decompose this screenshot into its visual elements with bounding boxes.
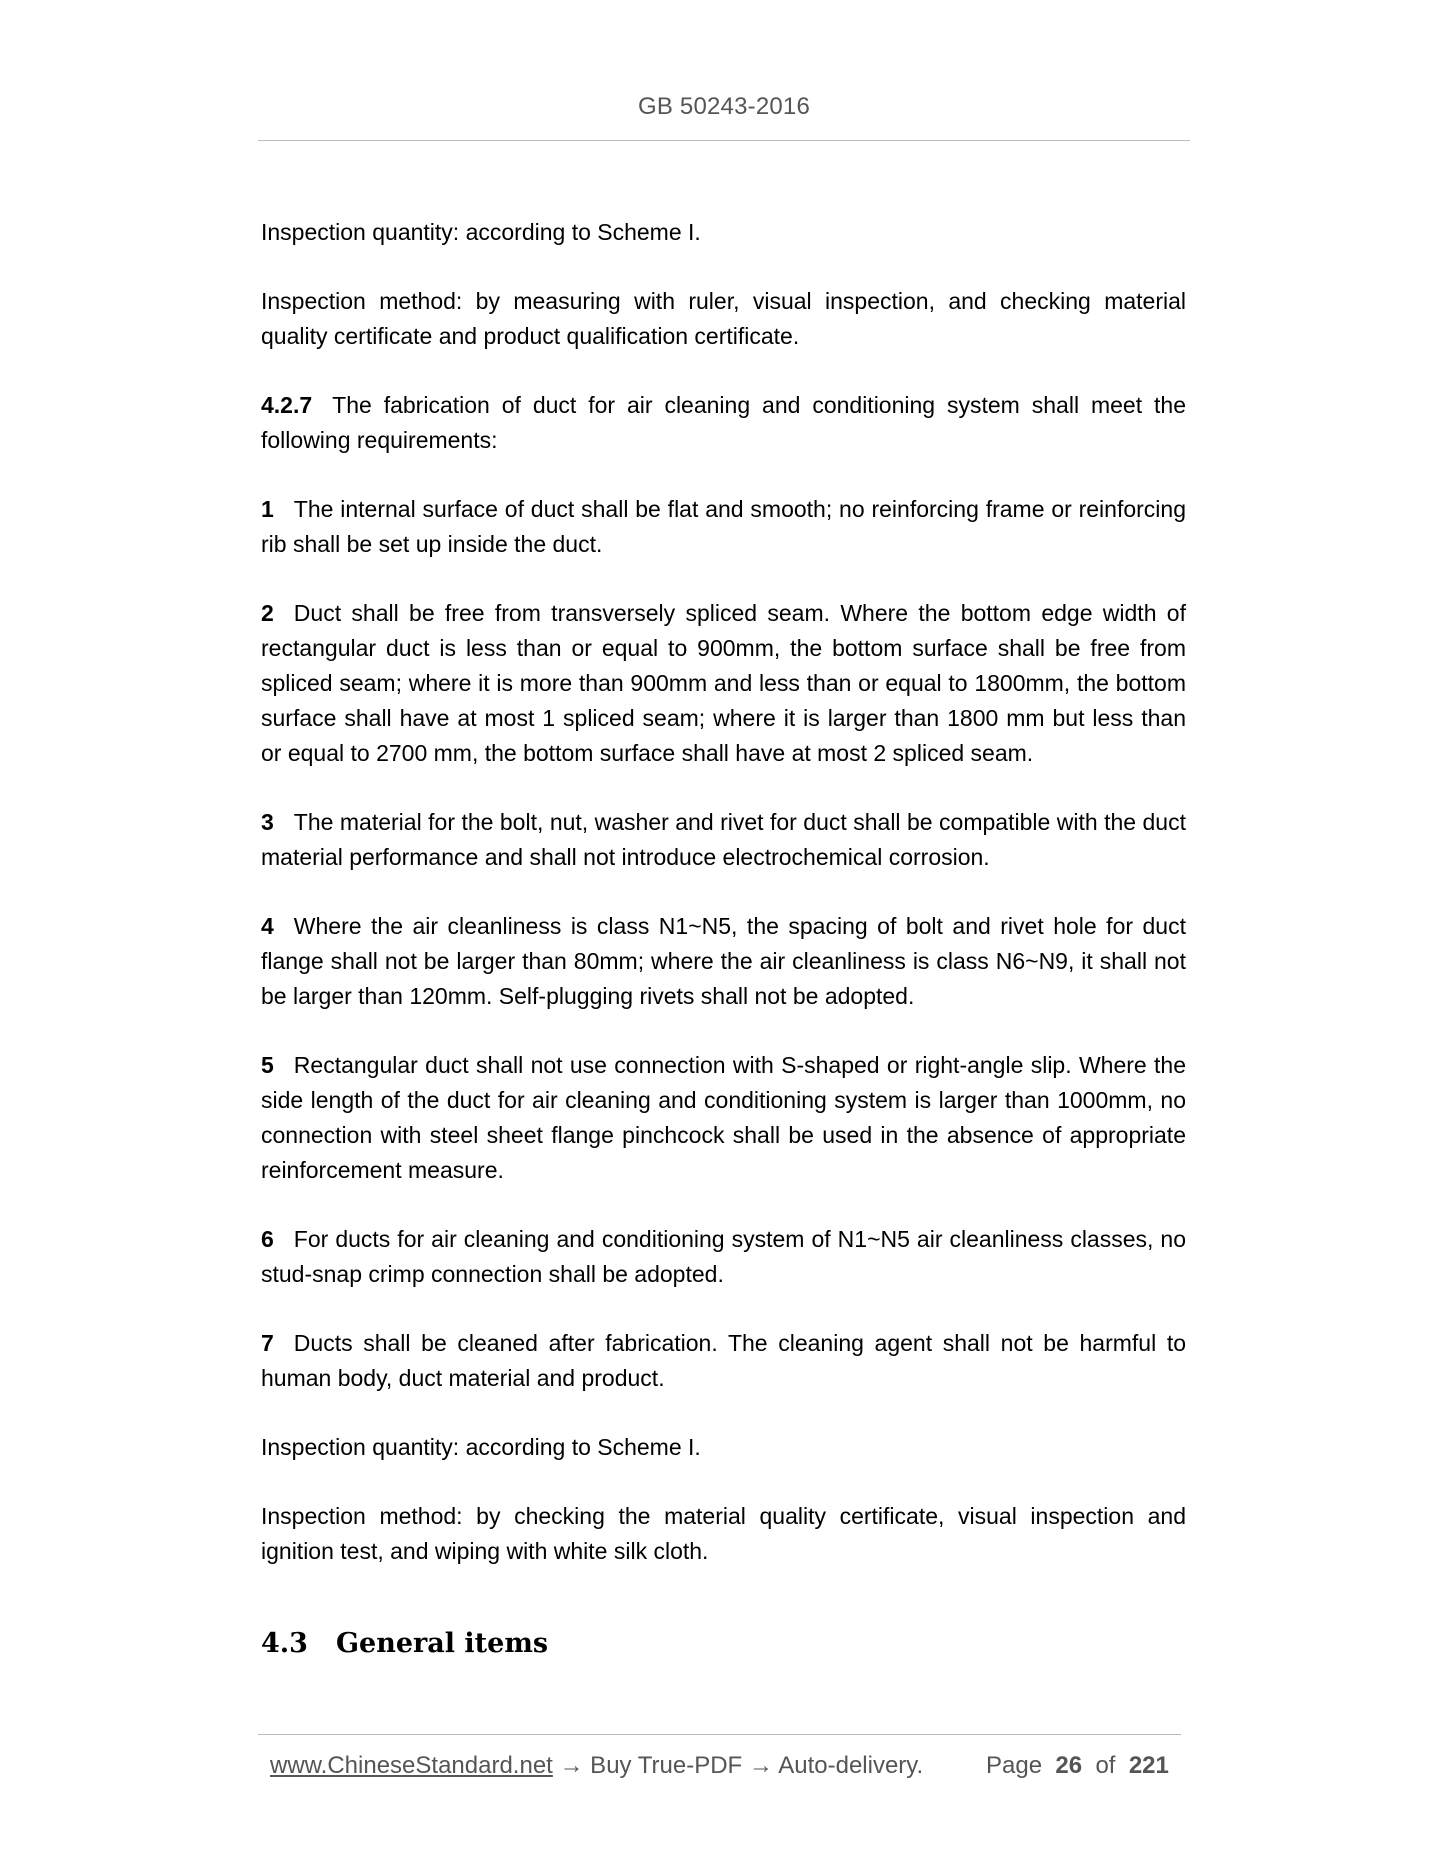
paragraph-inspection-quantity: Inspection quantity: according to Scheme I. xyxy=(261,219,701,245)
list-item-number: 3 xyxy=(261,809,274,835)
paragraph-inspection-method: Inspection method: by measuring with ruler, visual inspection, and checking material quality certificate and product qualification certificate. xyxy=(261,288,1186,349)
header-divider xyxy=(258,140,1190,141)
clause-4-2-7 xyxy=(261,388,1186,458)
website-link[interactable]: www.ChineseStandard.net xyxy=(270,1752,553,1779)
of-label: of xyxy=(1095,1752,1116,1779)
page-total: 221 xyxy=(1128,1752,1169,1779)
list-item-4 xyxy=(261,909,1186,1014)
list-item-text: Rectangular duct shall not use connection with S-shaped or right-angle slip. Where the side length of the duct for air cleaning and conditioning system is larger than 1000mm, no connection with steel sheet flange pinchcock shall be used in the absence of appropriate reinforcement measure. xyxy=(261,1052,1186,1183)
header-title: GB 50243-2016 xyxy=(637,93,811,120)
page-number: 26 xyxy=(1055,1752,1083,1779)
document-body xyxy=(261,215,1186,1603)
clause-number: 4.2.7 xyxy=(261,392,313,418)
list-item-2 xyxy=(261,596,1186,771)
paragraph-inspection-method-2: Inspection method: by checking the material quality certificate, visual inspection and ignition test, and wiping with white silk cloth. xyxy=(261,1503,1186,1564)
list-item-text: Ducts shall be cleaned after fabrication. The cleaning agent shall not be harmful to human body, duct material and product. xyxy=(261,1330,1186,1391)
list-item-number: 6 xyxy=(261,1226,274,1252)
list-item-number: 5 xyxy=(261,1052,274,1078)
list-item-number: 2 xyxy=(261,600,274,626)
list-item-1 xyxy=(261,492,1186,562)
section-title: General items xyxy=(335,1628,549,1659)
list-item-text: Where the air cleanliness is class N1~N5, the spacing of bolt and rivet hole for duct flange shall not be larger than 80mm; where the air cleanliness is class N6~N9, it shall not be larger than 120mm. Self-plugging rivets shall not be adopted. xyxy=(261,913,1186,1009)
footer xyxy=(270,1752,1170,1780)
footer-divider xyxy=(258,1734,1181,1735)
section-heading xyxy=(261,1628,548,1659)
list-item-number: 4 xyxy=(261,913,274,939)
list-item-text: The material for the bolt, nut, washer and rivet for duct shall be compatible with the duct material performance and shall not introduce electrochemical corrosion. xyxy=(261,809,1186,870)
list-item-number: 7 xyxy=(261,1330,274,1356)
list-item-7 xyxy=(261,1326,1186,1396)
page-label: Page xyxy=(986,1752,1043,1779)
list-item-5 xyxy=(261,1048,1186,1188)
footer-promo: → Buy True-PDF → Auto-delivery. xyxy=(552,1752,924,1779)
list-item-3 xyxy=(261,805,1186,875)
clause-text: The fabrication of duct for air cleaning and conditioning system shall meet the following requirements: xyxy=(261,392,1186,453)
list-item-number: 1 xyxy=(261,496,274,522)
section-number: 4.3 xyxy=(261,1628,308,1659)
paragraph-inspection-quantity-2: Inspection quantity: according to Scheme I. xyxy=(261,1434,701,1460)
list-item-text: The internal surface of duct shall be flat and smooth; no reinforcing frame or reinforcing rib shall be set up inside the duct. xyxy=(261,496,1186,557)
list-item-text: For ducts for air cleaning and conditioning system of N1~N5 air cleanliness classes, no stud-snap crimp connection shall be adopted. xyxy=(261,1226,1186,1287)
list-item-6 xyxy=(261,1222,1186,1292)
list-item-text: Duct shall be free from transversely spliced seam. Where the bottom edge width of rectangular duct is less than or equal to 900mm, the bottom surface shall be free from spliced seam; where it is more than 900mm and less than or equal to 1800mm, the bottom surface shall have at most 1 spliced seam; where it is larger than 1800 mm but less than or equal to 2700 mm, the bottom surface shall have at most 2 spliced seam. xyxy=(261,600,1186,766)
page-indicator xyxy=(986,1752,1169,1780)
